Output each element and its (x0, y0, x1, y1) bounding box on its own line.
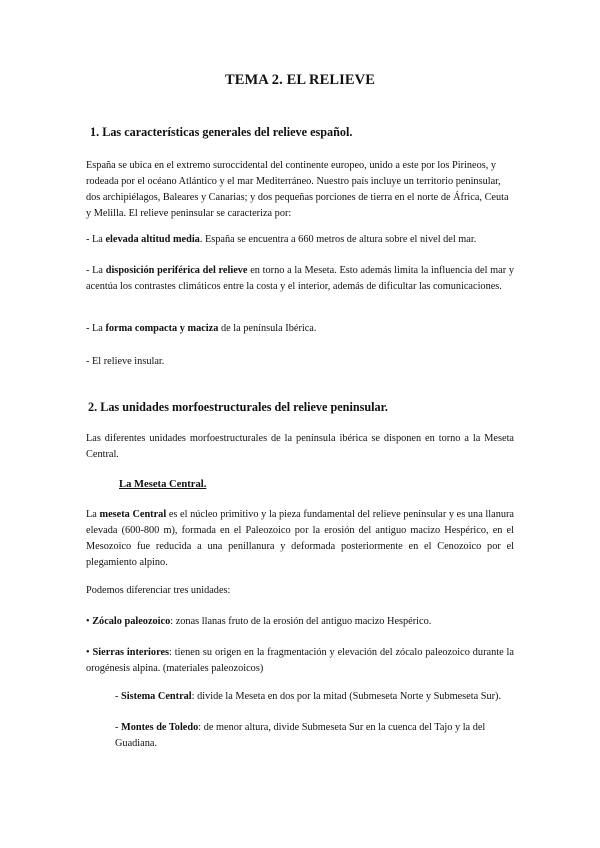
meseta-subheading: La Meseta Central. (119, 479, 207, 490)
unit-zocalo-term: Zócalo paleozoico (92, 616, 171, 627)
feature-compact-term: forma compacta y maciza (105, 323, 219, 334)
feature-peripheral-term: disposición periférica del relieve (105, 265, 248, 276)
bullet-icon: • (86, 647, 93, 658)
bullet-prefix: - La (86, 323, 106, 334)
meseta-text: es el núcleo primitivo y la pieza fundamental del relieve peninsular y es una llanura elevada (600-800 m), formada en el Paleozoico por la erosión del antiguo macizo Hespérico, en el Mesozoico fue reducida a una penillanura y deformada posteriormente en el Cenozoico por el plegamiento alpino. (86, 509, 514, 568)
unit-zocalo-text: : zonas llanas fruto de la erosión del antiguo macizo Hespérico. (170, 616, 432, 627)
meseta-prefix: La (86, 509, 100, 520)
feature-altitude-term: elevada altitud media (105, 234, 200, 245)
feature-insular: - El relieve insular. (86, 356, 165, 367)
sistema-central-term: Sistema Central (121, 691, 192, 702)
unit-sierras-text: : tienen su origen en la fragmentación y elevación del zócalo paleozoico durante la orogénesis alpina. (materiales paleozoicos) (86, 647, 514, 674)
unit-sierras-term: Sierras interiores (92, 647, 170, 658)
dash-prefix: - (115, 722, 122, 733)
meseta-paragraph (86, 507, 514, 571)
units-intro: Podemos diferenciar tres unidades: (86, 585, 231, 596)
section-2-heading: 2. Las unidades morfoestructurales del relieve peninsular. (88, 400, 388, 414)
feature-altitude (86, 232, 514, 248)
section-2-intro: Las diferentes unidades morfoestructurales de la península ibérica se disponen en torno a la Meseta Central. (86, 433, 514, 460)
bullet-icon: • (86, 616, 93, 627)
montes-de-toledo-text: : de menor altura, divide Submeseta Sur en la cuenca del Tajo y la del Guadiana. (115, 722, 486, 749)
feature-altitude-text: . España se encuentra a 660 metros de altura sobre el nivel del mar. (199, 234, 477, 245)
unit-sierras (86, 645, 514, 677)
meseta-term: meseta Central (99, 509, 167, 520)
montes-de-toledo-term: Montes de Toledo (121, 722, 199, 733)
bullet-prefix: - La (86, 265, 106, 276)
feature-compact (86, 321, 514, 337)
sistema-central (115, 689, 515, 705)
montes-de-toledo (115, 720, 515, 752)
section-1-intro: España se ubica en el extremo suroccidental del continente europeo, unido a este por los Pirineos, y rodeada por el océano Atlántico y el mar Mediterráneo. Nuestro país incluye un territorio peninsular, dos archipiélagos, Baleares y Canarias; y dos pequeñas porciones de tierra en el norte de África, Ceuta y Melilla. El relieve peninsular se caracteriza por: (86, 160, 509, 219)
section-1-heading: 1. Las características generales del relieve español. (90, 125, 353, 139)
sistema-central-text: : divide la Meseta en dos por la mitad (Submeseta Norte y Submeseta Sur). (191, 691, 502, 702)
feature-peripheral (86, 263, 514, 295)
unit-zocalo (86, 614, 514, 630)
feature-compact-text: de la península Ibérica. (218, 323, 317, 334)
bullet-prefix: - La (86, 234, 106, 245)
page-title: TEMA 2. EL RELIEVE (224, 72, 376, 88)
dash-prefix: - (115, 691, 122, 702)
feature-peripheral-text: en torno a la Meseta. Esto además limita la influencia del mar y acentúa los contrastes climáticos entre la costa y el interior, además de dificultar las comunicaciones. (86, 265, 515, 292)
